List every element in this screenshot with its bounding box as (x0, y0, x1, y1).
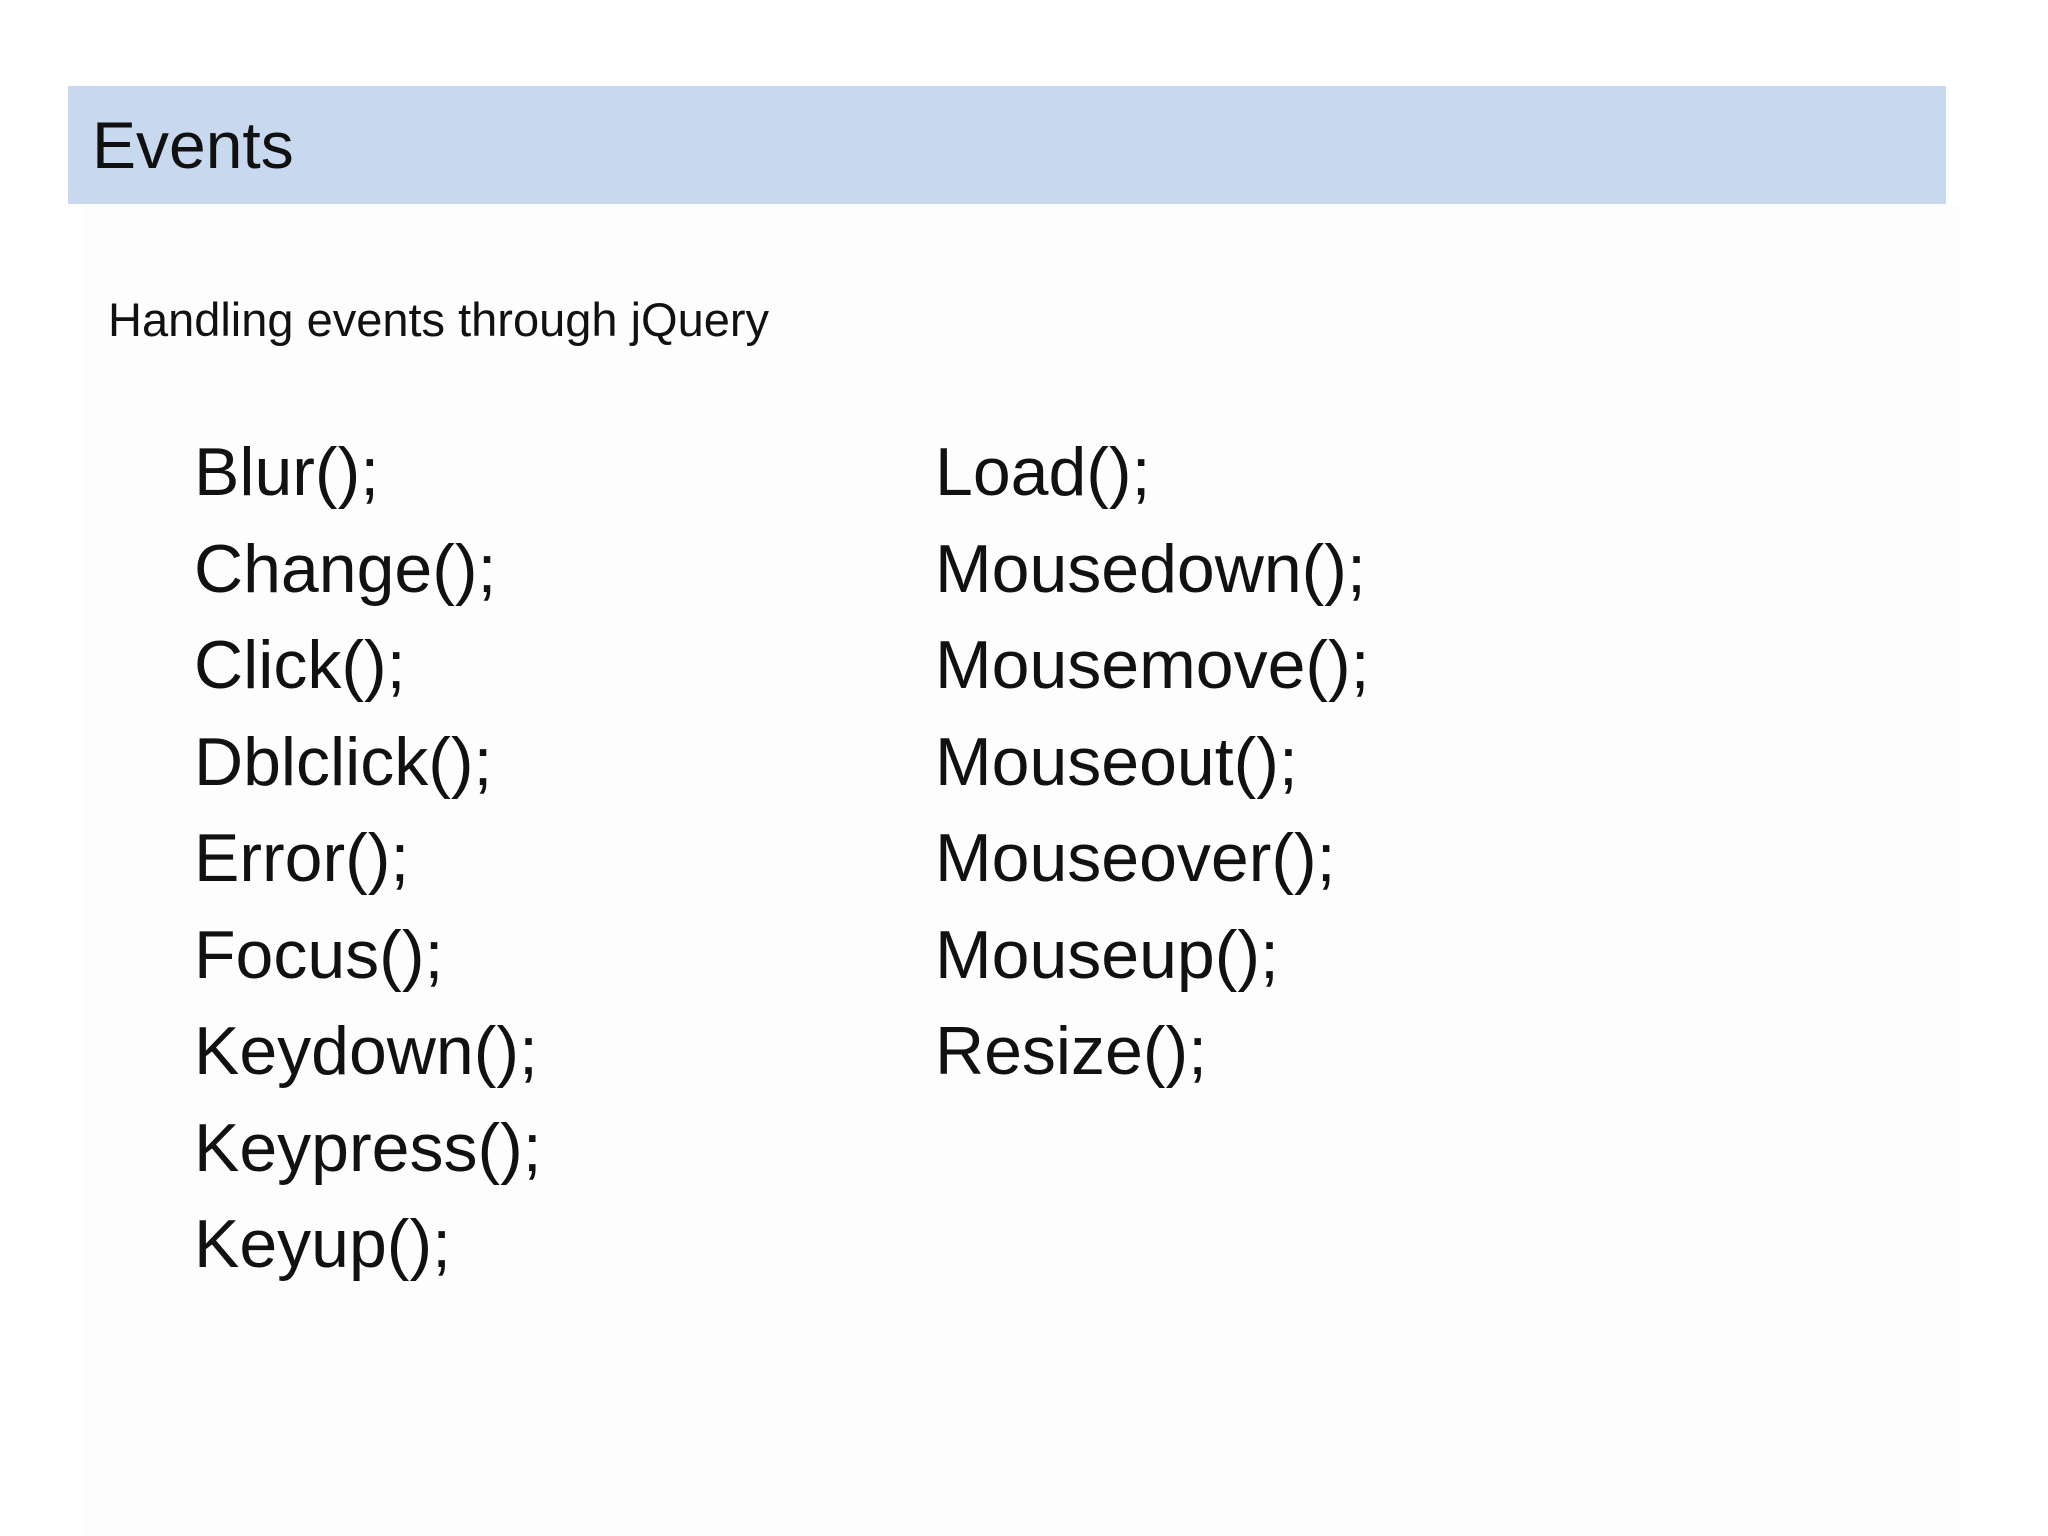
event-list-left (194, 424, 542, 1293)
event-item-keyup: Keyup(); (194, 1206, 451, 1282)
slide-subtitle: Handling events through jQuery (108, 293, 770, 346)
event-item-mouseup: Mouseup(); (935, 916, 1279, 993)
event-item-focus: Focus(); (194, 916, 444, 993)
event-item-blur: Blur(); (194, 434, 380, 510)
slide-title: Events (92, 108, 294, 182)
event-item-keydown: Keydown(); (194, 1013, 538, 1089)
event-item-keypress: Keypress(); (194, 1109, 542, 1186)
event-item-click: Click(); (194, 627, 406, 703)
event-item-mousedown: Mousedown(); (935, 530, 1366, 607)
event-item-mousemove: Mousemove(); (935, 627, 1370, 703)
event-item-error: Error(); (194, 820, 410, 896)
event-item-dblclick: Dblclick(); (194, 723, 493, 800)
title-bar (68, 86, 1946, 204)
event-item-change: Change(); (194, 530, 497, 607)
event-list-right (935, 424, 1370, 1100)
event-item-mouseover: Mouseover(); (935, 820, 1336, 896)
event-item-resize: Resize(); (935, 1013, 1208, 1089)
event-item-load: Load(); (935, 434, 1151, 510)
event-item-mouseout: Mouseout(); (935, 723, 1298, 800)
